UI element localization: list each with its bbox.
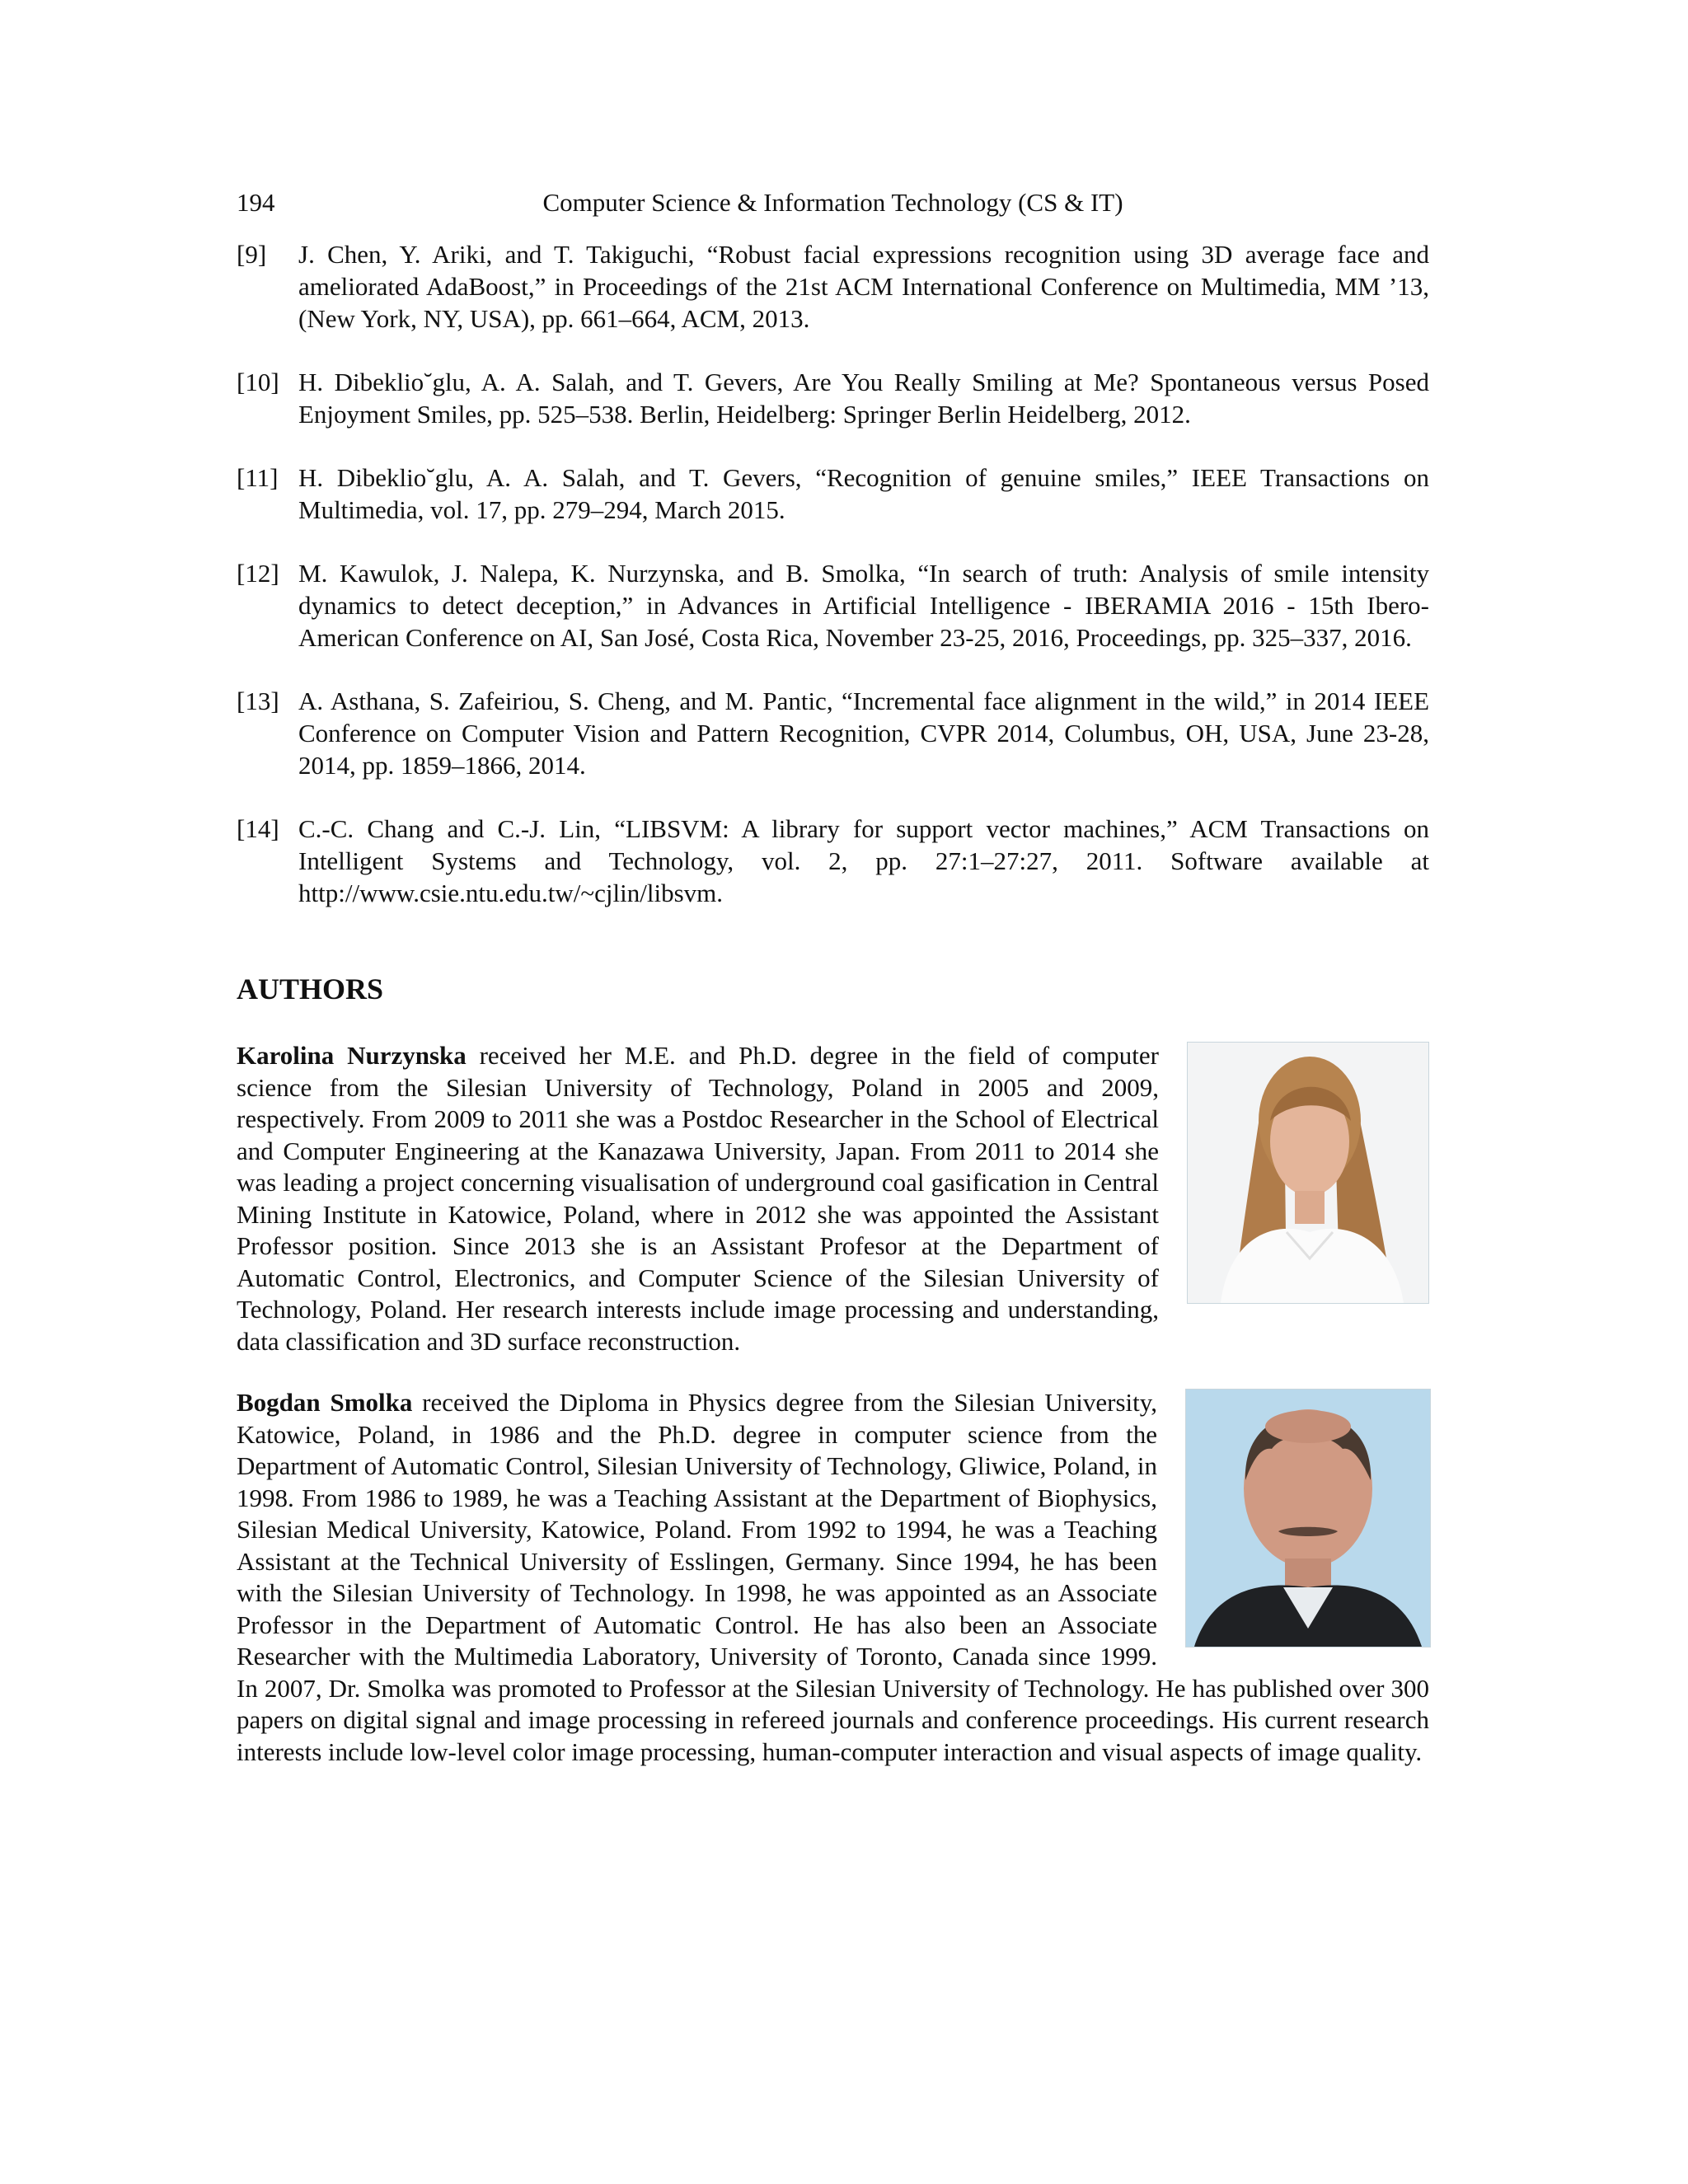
reference-text: M. Kawulok, J. Nalepa, K. Nurzynska, and B. Smolka, “In search of truth: Analysis of smile intensity dynamics to detect deception,” in Advances in Artificial Intelligence - IBERAMIA 2016 - 15th Ibero-American Conference on AI, San José, Costa Rica, November 23-25, 2016, Proceedings, pp. 325–337, 2016. (298, 559, 1429, 652)
reference-item (237, 813, 1429, 909)
reference-text: A. Asthana, S. Zafeiriou, S. Cheng, and M. Pantic, “Incremental face alignment in the wild,” in 2014 IEEE Conference on Computer Vision and Pattern Recognition, CVPR 2014, Columbus, OH, USA, June 23-28, 2014, pp. 1859–1866, 2014. (298, 687, 1429, 780)
reference-text: J. Chen, Y. Ariki, and T. Takiguchi, “Robust facial expressions recognition using 3D average face and ameliorated AdaBoost,” in Proceedings of the 21st ACM International Conference on Multimedia, MM ’13, (New York, NY, USA), pp. 661–664, ACM, 2013. (298, 240, 1429, 333)
reference-item (237, 462, 1429, 526)
author-name: Bogdan Smolka (237, 1388, 413, 1417)
page-number: 194 (237, 188, 275, 217)
reference-item (237, 685, 1429, 781)
running-header (237, 186, 1429, 219)
author-name: Karolina Nurzynska (237, 1041, 467, 1070)
reference-text: H. Dibeklio˘glu, A. A. Salah, and T. Gevers, Are You Really Smiling at Me? Spontaneous versus Posed Enjoyment Smiles, pp. 525–538. Berlin, Heidelberg: Springer Berlin Heidelberg, 2012. (298, 368, 1429, 429)
portrait-man-image (1186, 1390, 1430, 1647)
reference-label: [12] (237, 559, 279, 588)
reference-text: C.-C. Chang and C.-J. Lin, “LIBSVM: A library for support vector machines,” ACM Transactions on Intelligent Systems and Technology, vol. 2, pp. 27:1–27:27, 2011. Software available at http://www.csie.ntu.edu.tw/~cjlin/libsvm. (298, 814, 1429, 907)
reference-text: H. Dibeklio˘glu, A. A. Salah, and T. Gevers, “Recognition of genuine smiles,” IEEE Transactions on Multimedia, vol. 17, pp. 279–294, March 2015. (298, 463, 1429, 524)
reference-item (237, 238, 1429, 335)
reference-label: [10] (237, 368, 279, 396)
journal-title: Computer Science & Information Technology (CS & IT) (542, 188, 1123, 217)
author-photo-nurzynska (1187, 1042, 1429, 1304)
portrait-woman-image (1188, 1043, 1428, 1303)
reference-item (237, 366, 1429, 430)
reference-item (237, 557, 1429, 654)
reference-label: [14] (237, 814, 279, 843)
author-photo-smolka (1185, 1389, 1431, 1647)
author-bio-smolka (237, 1387, 1429, 1768)
reference-list (237, 238, 1429, 940)
author-bio-nurzynska (237, 1040, 1429, 1357)
reference-label: [13] (237, 687, 279, 715)
reference-label: [11] (237, 463, 279, 492)
authors-heading: AUTHORS (237, 972, 384, 1005)
reference-label: [9] (237, 240, 267, 269)
author-bio-text: received her M.E. and Ph.D. degree in the field of computer science from the Silesian University of Technology, Poland in 2005 and 2009, respectively. From 2009 to 2011 she was a Postdoc Researcher in the School of Electrical and Computer Engineering at the Kanazawa University, Japan. From 2011 to 2014 she was leading a project concerning visualisation of underground coal gasification in Central Mining Institute in Katowice, Poland, where in 2012 she was appointed the Assistant Professor position. Since 2013 she is an Assistant Profesor at the Department of Automatic Control, Electronics, and Computer Science of the Silesian University of Technology, Poland. Her research interests include image processing and understanding, data classification and 3D surface reconstruction. (237, 1041, 1159, 1356)
author-bio-text: received the Diploma in Physics degree from the Silesian University, Katowice, Poland, in 1986 and the Ph.D. degree in computer science from the Department of Automatic Control, Silesian University of Technology, Gliwice, Poland, in 1998. From 1986 to 1989, he was a Teaching Assistant at the Department of Biophysics, Silesian Medical University, Katowice, Poland. From 1992 to 1994, he was a Teaching Assistant at the Technical University of Esslingen, Germany. Since 1994, he has been with the Silesian University of Technology. In 1998, he was appointed as an Associate Professor in the Department of Automatic Control. He has also been an Associate Researcher with the Multimedia Laboratory, University of Toronto, Canada since 1999. In 2007, Dr. Smolka was promoted to Professor at the Silesian University of Technology. He has published over 300 papers on digital signal and image processing in refereed journals and conference proceedings. His current research interests include low-level color image processing, human-computer interaction and visual aspects of image quality. (237, 1388, 1429, 1766)
